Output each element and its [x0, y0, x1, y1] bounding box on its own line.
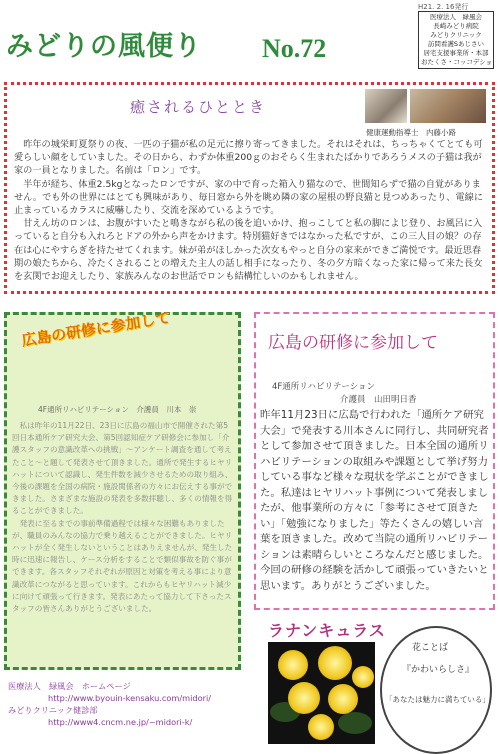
- leaf-shape: [338, 712, 372, 734]
- paragraph: 発表に至るまでの事前準備過程では様々な困難もありましたが、職員のみんなの協力で乗り越えることができました。ヒヤリハットが全く発生しないということはありえませんが、発生した時に迅速に報告し、ケース分析をすることで類似事故を防ぐ事ができます。各スタッフそれぞれが原因と対策を考える事により意識改革につながると思っています。これからもヒヤリハット減少に向けて頑張って行きます。発表にあたって協力して下さったスタッフの皆さんありがとうございました。: [12, 518, 233, 614]
- org-line: 長崎みどり病院: [433, 22, 479, 30]
- flower-language-meaning: 「あなたは魅力に満ちている」: [385, 695, 490, 704]
- paragraph: 半年が経ち、体重2.5kgとなったロンですが、家の中で育った箱入り猫なので、世間知らずで猫の自覚がありません。でも外の世界にはとても興味があり、毎日窓から外を眺め隣の家の屋根の野良猫と見つめあったり、電線に止まっているカラスに威嚇したり、交流を深めているようです。: [14, 178, 484, 217]
- newsletter-title: みどりの風便り: [6, 31, 202, 62]
- flower-bloom: [278, 650, 308, 680]
- paragraph: 昨年の城栄町夏祭りの夜、一匹の子猫が私の足元に擦り寄ってきました。それはそれは、ちっちゃくてとても可愛らしい顔をしていました。その日から、わずか体重200ｇのおそらく生まれたばかりであろうメスの子猫は我が家の一員となりました。名前は「ロン」です。: [14, 139, 483, 177]
- flower-name: ラナンキュラス: [268, 621, 386, 640]
- left-article-body: [12, 420, 234, 615]
- clinic-link[interactable]: http://www4.cncm.ne.jp/~midori-k/: [48, 717, 193, 727]
- top-article-author: 健康運動指導士 内藤小路: [366, 128, 456, 137]
- links-section: [8, 680, 211, 728]
- flower-language-term: 『かわいらしさ』: [402, 665, 475, 675]
- right-article-department: 4F通所リハビリテーション: [272, 382, 376, 392]
- issue-date: H21. 2. 16発行: [418, 3, 469, 11]
- flower-bloom: [308, 714, 334, 740]
- homepage-link[interactable]: http://www.byouin-kensaku.com/midori/: [48, 693, 212, 703]
- right-article-heading: 広島の研修に参加して: [268, 333, 438, 353]
- flower-photo: [268, 642, 375, 744]
- homepage-label: 医療法人 緑風会 ホームページ: [8, 681, 131, 691]
- organization-box: [418, 11, 494, 69]
- flower-bloom: [318, 646, 352, 680]
- flower-language-title: 花ことば: [412, 643, 449, 653]
- flower-bloom: [328, 684, 358, 714]
- left-article-subheading: 4F通所リハビリテーション 介護員 川本 崇: [38, 405, 197, 414]
- top-article-body: [14, 138, 486, 283]
- org-line: おたくさ・コッコデショ: [421, 58, 493, 66]
- org-line: 訪問看護Sあじさい: [427, 40, 485, 48]
- flower-bloom: [288, 682, 320, 714]
- org-line: みどりクリニック: [430, 31, 482, 39]
- org-line: 居宅支援事業所・本部: [423, 49, 489, 57]
- left-article-heading: 広島の研修に参加して: [20, 308, 172, 350]
- clinic-label: みどりクリニック健診部: [8, 705, 98, 715]
- issue-number: No.72: [262, 34, 327, 63]
- right-article-author: 介護員 山田明日香: [340, 395, 417, 405]
- cat-photo-1: [365, 89, 407, 123]
- right-article-body: 昨年11月23日に広島で行われた「通所ケア研究大会」で発表する川本さんに同行し、共同研究者として参加させて頂きました。日本全国の通所リハビリテーションの取組みや課題として挙げ努力している事など様々な現状を学ぶことができました。私達はヒヤリハット事例について発表しましたが、他事業所の方々に「参考にさせて頂きたい」「勉強になりました」等たくさんの嬉しい言葉を頂きました。改めて当院の通所リハビリテーションは素晴らしいところなんだと感じました。今回の研修の経験を活かして頑張っていきたいと思います。ありがとうございました。: [260, 409, 489, 592]
- paragraph: 私は昨年の11月22日、23日に広島の福山市で開催された第5回日本通所ケア研究大会、第5回認知症ケア研修会に参加し「介護スタッフの意識改革への挑戦」〜アンケート調査を通して考えたこと〜と題して発表させて頂きました。通所で発生するヒヤリハットについて認識し、発生件数を減少させるための取り組み、今後の課題を全国の病院・施設関係者の方々にお伝えする事ができました。さまざまな施設の発表を多数拝聴し、多くの情報を得ることができました。: [12, 421, 233, 516]
- flower-bloom: [352, 666, 374, 688]
- org-line: 医療法人 緑風会: [430, 13, 482, 21]
- paragraph: 甘えん坊のロンは、お腹がすいたと鳴きながら私の後を追いかけ、抱っこしてと私の脚によじ登り、お風呂に入っていると自分も入れろとドアの外から声をかけます。特別猫好きではなかった私ですが、この三人目の娘？の存在は心にやすらぎを持たせてくれます。妹が弟がほしかった次女もやっと自分の家来ができご満悦です。最近思春期の娘たちから、冷たくされることの増えた主人の話し相手になったり、冬の夕方暗くなった家に帰って来た長女を玄関でお迎えしたり、家族みんなのお世話でロンも結構忙しいのかもしれません。: [14, 218, 483, 283]
- top-article-heading: 癒されるひととき: [130, 98, 267, 116]
- cat-photo-2: [410, 89, 486, 123]
